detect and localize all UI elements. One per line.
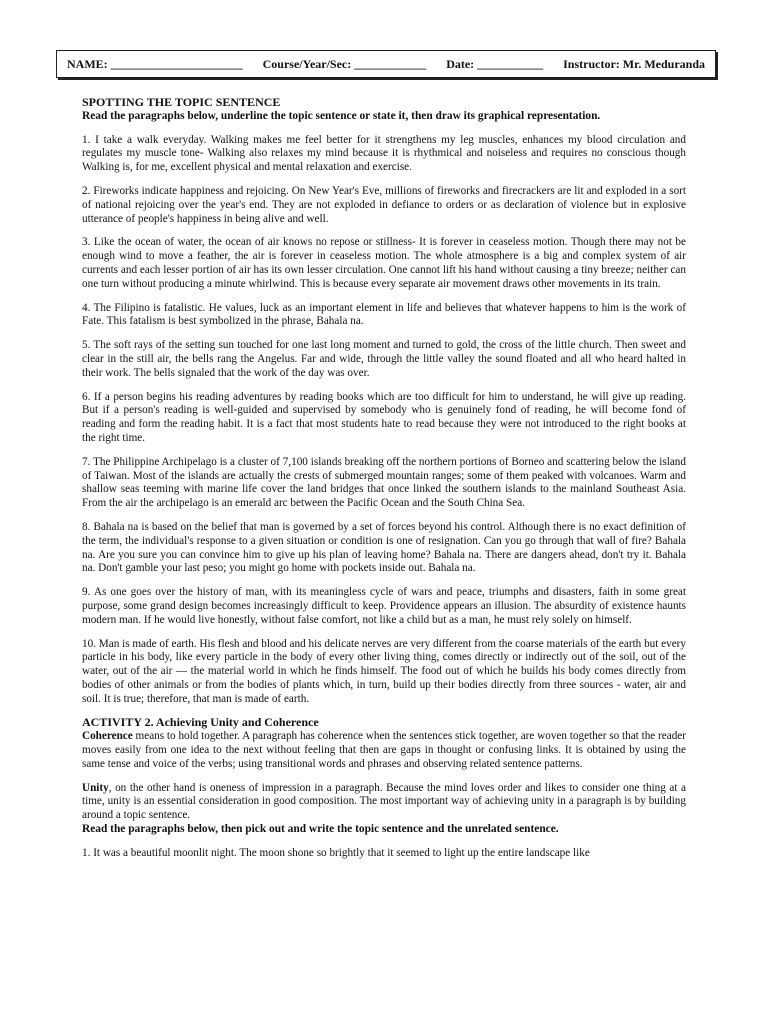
paragraph-8: 8. Bahala na is based on the belief that man is governed by a set of forces beyond his control. Although there is no exact definition of the term, the individual's response to a given situation or condition is one of resignation. Can you go through that wall of fire? Bahala na. Are you sure you can convince him to give up his plan of leaving home? Bahala na. There are dangers ahead, don't try it. Bahala na. Don't gamble your last peso; you might go home with pockets inside out. Bahala na.	[82, 520, 686, 575]
instructor-field: Instructor: Mr. Meduranda	[563, 56, 705, 71]
paragraph-6: 6. If a person begins his reading adventures by reading books which are too difficult for him to understand, he will give up reading. But if a person's reading is well-guided and supervised by somebody who is genuinely fond of reading, he will become fond of reading and form the reading habit. It is a fact that most students hate to read because they were not introduced to the right books at the right time.	[82, 390, 686, 444]
name-field: NAME: ______________________	[67, 56, 243, 71]
paragraph-10: 10. Man is made of earth. His flesh and blood and his delicate nerves are very different from the coarse materials of the earth but every particle in his body, like every particle in the body of every other living thing, comes directly or indirectly out of the soil, out of the water, out of the air — the material world in which he finds himself. The food out of which he builds his body comes directly from bodies of other animals or from the bodies of plants which, in turn, build up their bodies directly from three sources - water, air and soil. It is true; therefore, that man is made of earth.	[82, 637, 687, 705]
activity2-paragraph-1: 1. It was a beautiful moonlit night. The moon shone so brightly that it seemed to light up the entire landscape like	[82, 846, 590, 859]
coherence-definition	[82, 730, 686, 771]
paragraph-3: 3. Like the ocean of water, the ocean of air knows no repose or stillness- It is forever in ceaseless motion. Though there may not be enough wind to move a feather, the air is forever in ceaseless motion. The whole atmosphere is a big and complex system of air currents and each lesser portion of air has its own lesser circulation. One cannot lift his hand without causing a tiny breeze; neither can one turn without producing a minute whirlwind. This is because every separate air movement draws other movements in its train.	[82, 236, 686, 290]
unity-text: , on the other hand is oneness of impression in a paragraph. Because the mind loves order and likes to consider one thing at a time, unity is an essential consideration in good composition. The most important way of achieving unity in a paragraph is by building around a topic sentence.	[82, 781, 686, 822]
activity2-instruction: Read the paragraphs below, then pick out and write the topic sentence and the unrelated sentence.	[82, 823, 559, 836]
header-box	[56, 50, 716, 78]
document-body	[82, 96, 686, 861]
paragraph-9: 9. As one goes over the history of man, with its meaningless cycle of wars and peace, triumphs and disasters, faith in some great purpose, some grand design becomes increasingly difficult to keep. Providence appears an illusion. The absurdity of existence haunts modern man. If he would live honestly, without false comfort, not like a child but as a man, he must rely solely on himself.	[82, 586, 686, 626]
course-field: Course/Year/Sec: ____________	[262, 56, 427, 71]
paragraph-5: 5. The soft rays of the setting sun touched for one last long moment and turned to gold, the cross of the little church. Then sweet and clear in the still air, the bells rang the Angelus. Far and wide, through the little valley the sound floated and all who heard halted in their work. The bells signaled that the work of the day was over.	[82, 339, 686, 379]
paragraph-1: 1. I take a walk everyday. Walking makes me feel better for it strengthens my leg muscles, enhances my blood circulation and regulates my muscle tone- Walking also relaxes my mind because it is rhythmical and noiseless and requires no conscious though Walking is, for me, excellent physical and mental relaxation and exercise.	[82, 133, 686, 174]
paragraph-4: 4. The Filipino is fatalistic. He values, luck as an important element in life and believes that whatever happens to him is the work of Fate. This fatalism is best symbolized in the phrase, Bahala na.	[82, 301, 686, 328]
coherence-text: means to hold together. A paragraph has coherence when the sentences stick together, are woven together so that the reader moves easily from one idea to the next without feeling that then are gaps in thought or confusing links. It is obtained by using the same tense and voice of the verbs; using transitional words and phrases and observing related sentence patterns.	[82, 730, 686, 770]
activity2-title: ACTIVITY 2. Achieving Unity and Coherence	[82, 715, 319, 730]
unity-definition	[82, 782, 686, 823]
unity-term: Unity	[82, 781, 109, 794]
activity1-title: SPOTTING THE TOPIC SENTENCE	[82, 95, 281, 109]
activity1-instruction: Read the paragraphs below, underline the topic sentence or state it, then draw its graphical representation.	[82, 109, 601, 122]
date-field: Date: ___________	[446, 56, 544, 71]
paragraph-2: 2. Fireworks indicate happiness and rejoicing. On New Year's Eve, millions of fireworks and firecrackers are lit and exploded in a sort of national rejoicing over the year's end. They are not exploded in defiance to orders or as declaration of violence but in explosive utterance of people's happiness in being alive and well.	[82, 184, 686, 225]
coherence-term: Coherence	[82, 730, 133, 743]
paragraph-7: 7. The Philippine Archipelago is a cluster of 7,100 islands breaking off the northern portions of Borneo and scattering below the island of Taiwan. Most of the islands are actually the crests of submerged mountain ranges; some of them peaked with volcanoes. Warm and shallow seas teeming with marine life cover the land bridges that once linked the southern islands to the mainland Southeast Asia. From the air the archipelago is an emerald arc between the Pacific Ocean and the South China Sea.	[82, 455, 686, 510]
